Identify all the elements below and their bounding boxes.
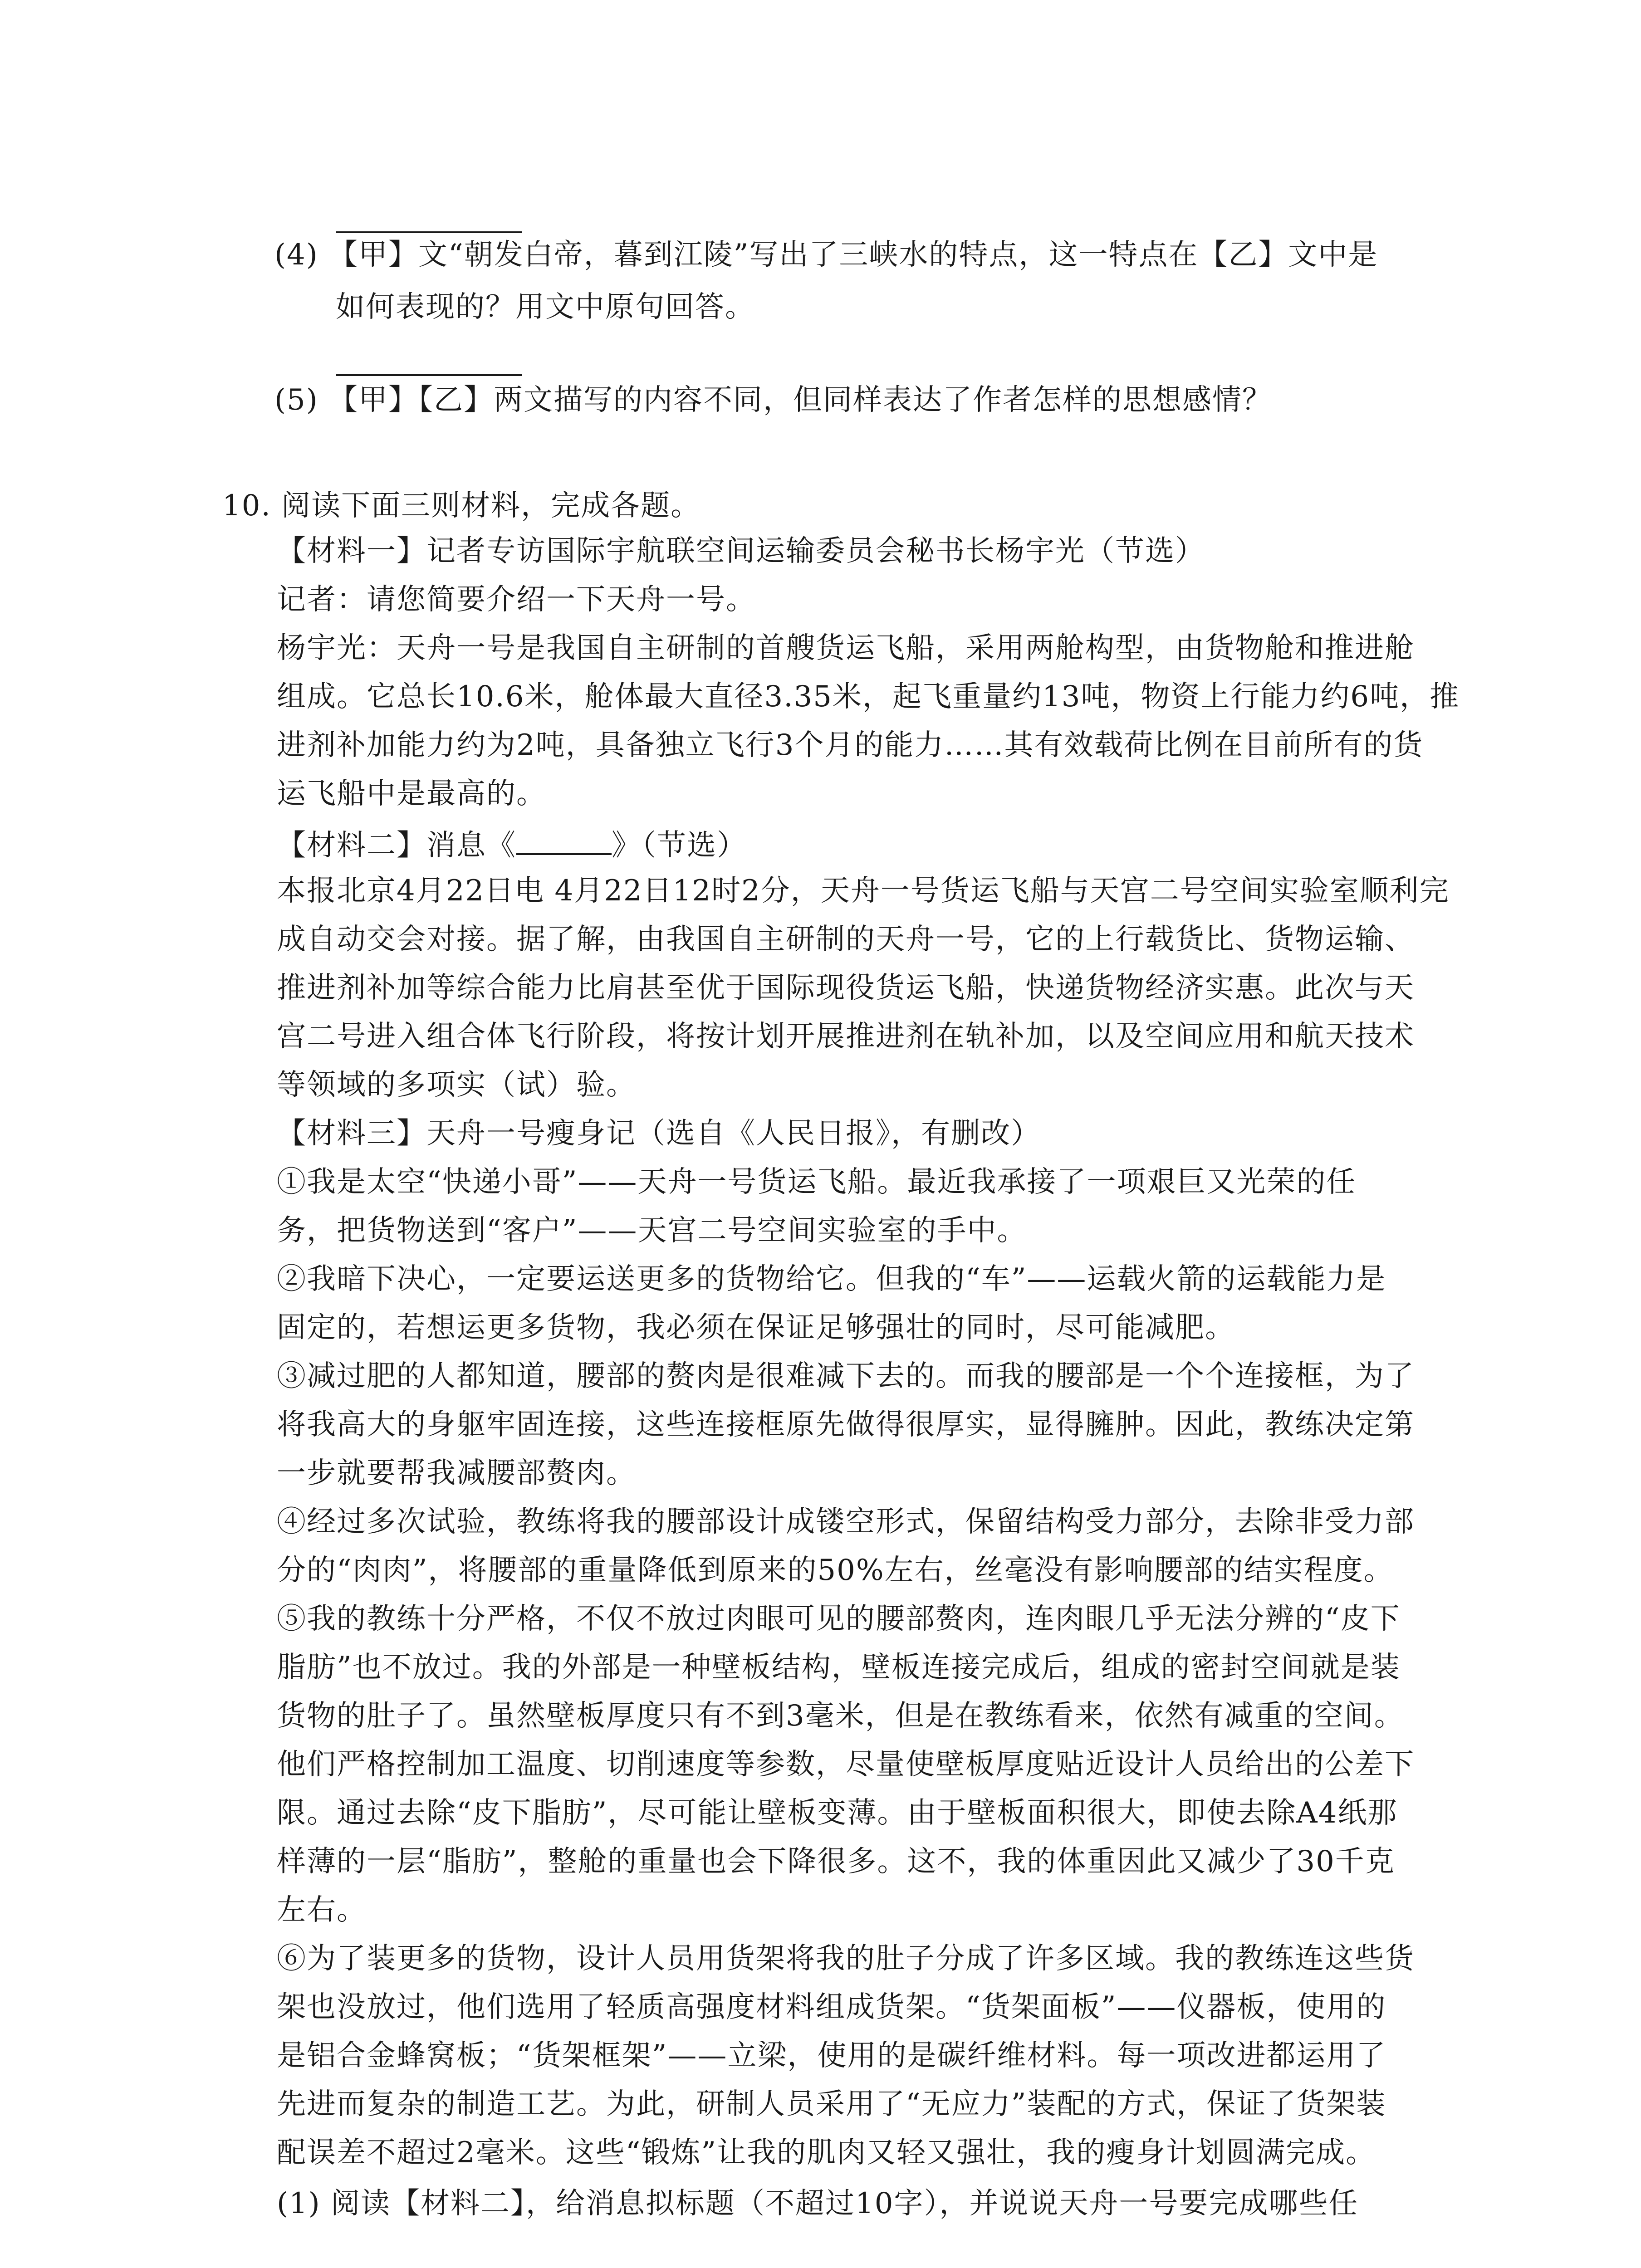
material-3-line: 一步就要帮我减腰部赘肉。 — [277, 1457, 636, 1490]
material-3-line: ②我暗下决心，一定要运送更多的货物给它。但我的“车”——运载火箭的运载能力是 — [277, 1262, 1386, 1296]
material-3-line: 左右。 — [277, 1893, 367, 1927]
material-2-line: 宫二号进入组合体飞行阶段，将按计划开展推进剂在轨补加，以及空间应用和航天技术 — [277, 1020, 1415, 1053]
q9-part4-line1: (4) 【甲】文“朝发白帝，暮到江陵”写出了三峡水的特点，这一特点在【乙】文中是 — [274, 238, 1378, 272]
material-3-line: ①我是太空“快递小哥”——天舟一号货运飞船。最近我承接了一项艰巨又光荣的任 — [277, 1165, 1357, 1199]
q10-intro: 10. 阅读下面三则材料，完成各题。 — [222, 489, 701, 523]
material-3-line: ④经过多次试验，教练将我的腰部设计成镂空形式，保留结构受力部分，去除非受力部 — [277, 1505, 1415, 1539]
material-3-line: 限。通过去除“皮下脂肪”，尽可能让壁板变薄。由于壁板面积很大，即使去除A4纸那 — [277, 1796, 1398, 1830]
material-1-line: 进剂补加能力约为2吨，具备独立飞行3个月的能力……其有效载荷比例在目前所有的货 — [277, 728, 1424, 762]
material-3-line: 样薄的一层“脂肪”，整舱的重量也会下降很多。这不，我的体重因此又减少了30千克 — [277, 1845, 1395, 1878]
material-2-title — [277, 828, 747, 860]
material-3-line: 配误差不超过2毫米。这些“锻炼”让我的肌肉又轻又强壮，我的瘦身计划圆满完成。 — [277, 2136, 1376, 2170]
material-3-line: 固定的，若想运更多货物，我必须在保证足够强壮的同时，尽可能减肥。 — [277, 1311, 1235, 1344]
material-1-line: 运飞船中是最高的。 — [277, 777, 546, 811]
material-2-line: 推进剂补加等综合能力比肩甚至优于国际现役货运飞船，快递货物经济实惠。此次与天 — [277, 971, 1415, 1005]
q9-part5-line1: (5) 【甲】【乙】两文描写的内容不同，但同样表达了作者怎样的思想感情？ — [274, 383, 1272, 417]
material-3-line: 务，把货物送到“客户”——天宫二号空间实验室的手中。 — [277, 1214, 1027, 1247]
material-1-title: 【材料一】记者专访国际宇航联空间运输委员会秘书长杨宇光（节选） — [277, 534, 1205, 568]
material-1-line: 记者：请您简要介绍一下天舟一号。 — [277, 583, 756, 616]
headline-answer-blank[interactable] — [516, 828, 612, 855]
answer-blank[interactable] — [336, 231, 522, 233]
material-2-line: 本报北京4月22日电 4月22日12时2分，天舟一号货运飞船与天宫二号空间实验室顺利完 — [277, 874, 1450, 908]
material-3-line: ⑤我的教练十分严格，不仅不放过肉眼可见的腰部赘肉，连肉眼几乎无法分辨的“皮下 — [277, 1602, 1401, 1636]
material-3-line: 他们严格控制加工温度、切削速度等参数，尽量使壁板厚度贴近设计人员给出的公差下 — [277, 1748, 1415, 1781]
material-3-line: ⑥为了装更多的货物，设计人员用货架将我的肚子分成了许多区域。我的教练连这些货 — [277, 1942, 1415, 1975]
material-1-line: 杨宇光：天舟一号是我国自主研制的首艘货运飞船，采用两舱构型，由货物舱和推进舱 — [277, 631, 1415, 665]
material-3-line: ③减过肥的人都知道，腰部的赘肉是很难减下去的。而我的腰部是一个个连接框，为了 — [277, 1359, 1415, 1393]
material-3-line: 先进而复杂的制造工艺。为此，研制人员采用了“无应力”装配的方式，保证了货架装 — [277, 2087, 1386, 2121]
q10-sub-question-1: (1) 阅读【材料二】，给消息拟标题（不超过10字），并说说天舟一号要完成哪些任 — [277, 2187, 1359, 2220]
material-3-line: 是铝合金蜂窝板；“货架框架”——立梁，使用的是碳纤维材料。每一项改进都运用了 — [277, 2039, 1386, 2072]
material-3-line: 分的“肉肉”，将腰部的重量降低到原来的50%左右，丝毫没有影响腰部的结实程度。 — [277, 1554, 1394, 1587]
q9-part4-line2: 如何表现的？用文中原句回答。 — [336, 290, 755, 324]
material-2-title-prefix: 【材料二】消息《 — [277, 829, 516, 862]
material-1-line: 组成。它总长10.6米，舱体最大直径3.35米，起飞重量约13吨，物资上行能力约6吨，推 — [277, 680, 1460, 714]
material-2-line: 等领域的多项实（试）验。 — [277, 1068, 636, 1102]
material-3-line: 脂肪”也不放过。我的外部是一种壁板结构，壁板连接完成后，组成的密封空间就是装 — [277, 1651, 1401, 1684]
material-3-line: 将我高大的身躯牢固连接，这些连接框原先做得很厚实，显得臃肿。因此，教练决定第 — [277, 1408, 1415, 1442]
answer-blank[interactable] — [336, 374, 522, 376]
material-3-title: 【材料三】天舟一号瘦身记（选自《人民日报》，有删改） — [277, 1117, 1041, 1150]
material-2-title-suffix: 》（节选） — [612, 829, 747, 862]
material-3-line: 货物的肚子了。虽然壁板厚度只有不到3毫米，但是在教练看来，依然有减重的空间。 — [277, 1699, 1404, 1733]
material-2-line: 成自动交会对接。据了解，由我国自主研制的天舟一号，它的上行载货比、货物运输、 — [277, 923, 1415, 956]
material-3-line: 架也没放过，他们选用了轻质高强度材料组成货架。“货架面板”——仪器板，使用的 — [277, 1990, 1386, 2024]
